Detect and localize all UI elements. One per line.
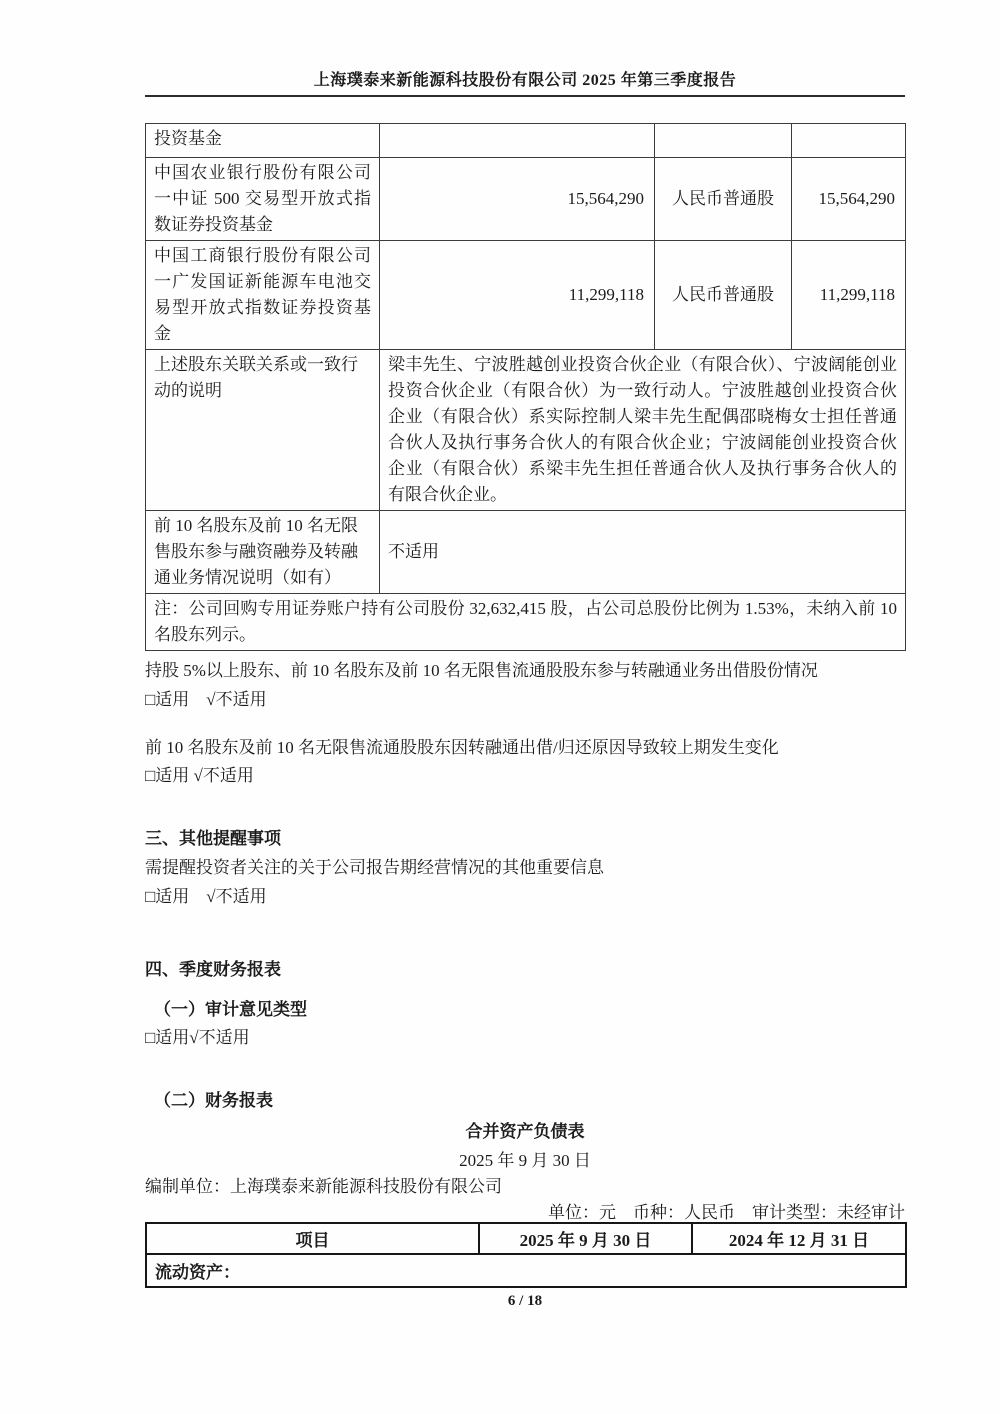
table-row-margin-lending <box>146 511 906 594</box>
shareholder-table <box>145 123 906 651</box>
section4-heading: 四、季度财务报表 <box>145 960 281 979</box>
fund-shares: 15,564,290 <box>380 158 655 241</box>
statement-change-applicability: □适用 √不适用 <box>145 766 254 785</box>
margin-label: 前 10 名股东及前 10 名无限售股东参与融资融券及转融通业务情况说明（如有） <box>146 511 380 594</box>
fund-shares: 11,299,118 <box>380 241 655 350</box>
fund-amount: 15,564,290 <box>792 158 906 241</box>
margin-value: 不适用 <box>380 511 906 594</box>
column-header-current-period: 2025 年 9 月 30 日 <box>479 1223 692 1254</box>
fund-amount: 11,299,118 <box>792 241 906 350</box>
statement-change-text: 前 10 名股东及前 10 名无限售流通股股东因转融通出借/归还原因导致较上期发生变化 <box>145 738 779 757</box>
table-row-relationship <box>146 350 906 511</box>
balance-sheet-date: 2025 年 9 月 30 日 <box>459 1151 591 1170</box>
header-rule <box>145 95 905 97</box>
fund-name: 中国农业银行股份有限公司一中证 500 交易型开放式指数证券投资基金 <box>146 158 380 241</box>
table-row-fund-abc <box>146 158 906 241</box>
relationship-label: 上述股东关联关系或一致行动的说明 <box>146 350 380 511</box>
page-number: 6 / 18 <box>507 1293 543 1309</box>
current-assets-label: 流动资产： <box>146 1254 906 1287</box>
balance-sheet-row-current-assets <box>146 1254 906 1287</box>
table-row-fund-icbc <box>146 241 906 350</box>
balance-sheet-title: 合并资产负债表 <box>465 1122 585 1141</box>
relationship-text: 梁丰先生、宁波胜越创业投资合伙企业（有限合伙）、宁波阔能创业投资合伙企业（有限合伙）为一致行动人。宁波胜越创业投资合伙企业（有限合伙）系实际控制人梁丰先生配偶邵晓梅女士担任普通合伙人及执行事务合伙人的有限合伙企业；宁波阔能创业投资合伙企业（有限合伙）系梁丰先生担任普通合伙人及执行事务合伙人的有限合伙企业。 <box>380 350 906 511</box>
empty-cell <box>380 124 655 158</box>
page-header-title: 上海璞泰来新能源科技股份有限公司 2025 年第三季度报告 <box>313 72 737 89</box>
section3-body: 需提醒投资者关注的关于公司报告期经营情况的其他重要信息 <box>145 858 604 877</box>
balance-sheet-header-row <box>146 1223 906 1254</box>
note-text: 注：公司回购专用证券账户持有公司股份 32,632,415 股，占公司总股份比例为 1.53%，未纳入前 10 名股东列示。 <box>146 594 906 651</box>
section3-heading: 三、其他提醒事项 <box>145 829 281 848</box>
table-row-carryover <box>146 124 906 158</box>
audit-opinion-applicability: □适用√不适用 <box>145 1028 250 1047</box>
carryover-cell: 投资基金 <box>146 124 380 158</box>
statement-lending-text: 持股 5%以上股东、前 10 名股东及前 10 名无限售流通股股东参与转融通业务出借股份情况 <box>145 661 818 680</box>
fund-name: 中国工商银行股份有限公司一广发国证新能源车电池交易型开放式指数证券投资基金 <box>146 241 380 350</box>
empty-cell <box>792 124 906 158</box>
financial-statements-heading: （二）财务报表 <box>154 1091 273 1110</box>
section3-applicability: □适用 √不适用 <box>145 887 267 906</box>
balance-sheet-units-line: 单位：元 币种：人民币 审计类型：未经审计 <box>548 1203 905 1222</box>
statement-lending-applicability: □适用 √不适用 <box>145 690 267 709</box>
fund-share-type: 人民币普通股 <box>655 158 792 241</box>
audit-opinion-heading: （一）审计意见类型 <box>154 1000 307 1019</box>
balance-sheet-table <box>145 1222 907 1288</box>
column-header-item: 项目 <box>146 1223 479 1254</box>
table-row-note <box>146 594 906 651</box>
fund-share-type: 人民币普通股 <box>655 241 792 350</box>
empty-cell <box>655 124 792 158</box>
balance-sheet-prepared-by: 编制单位：上海璞泰来新能源科技股份有限公司 <box>145 1177 502 1196</box>
column-header-prior-period: 2024 年 12 月 31 日 <box>692 1223 906 1254</box>
